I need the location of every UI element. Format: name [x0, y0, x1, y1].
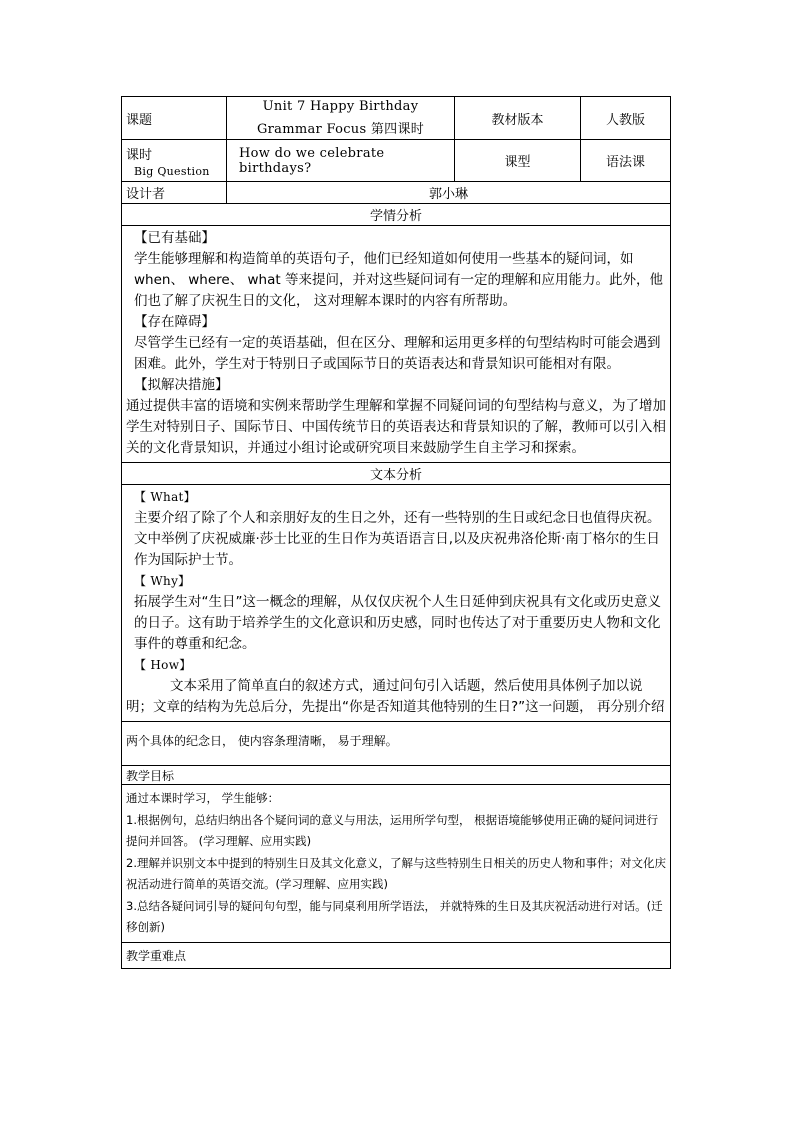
student-analysis-title: 学情分析 [122, 204, 671, 226]
text-analysis-title-row [122, 463, 671, 485]
key-points-row [122, 942, 671, 968]
designer-row [122, 182, 671, 204]
objectives-intro: 通过本课时学习， 学生能够： [126, 791, 280, 805]
student-analysis-content [122, 226, 671, 463]
period-row [122, 140, 671, 182]
student-analysis-title-row [122, 204, 671, 226]
topic-line2: Grammar Focus 第四课时 [256, 122, 425, 137]
lesson-plan-table [121, 96, 671, 969]
what-heading: 【 What】 [134, 490, 196, 504]
objectives-row [122, 785, 671, 943]
period-label: 课时 [126, 147, 153, 163]
solution-heading: 【拟解决措施】 [134, 377, 229, 393]
topic-value [227, 97, 455, 140]
objective-item-1: 1.根据例句，总结归纳出各个疑问词的意义与用法，运用所学句型， 根据语境能够使用正确的疑问词进行提问并回答。 (学习理解、应用实践) [126, 812, 659, 848]
how-heading: 【 How】 [134, 658, 192, 672]
how-continued-text: 两个具体的纪念日， 使内容条理清晰， 易于理解。 [122, 722, 671, 766]
edition-label: 教材版本 [455, 97, 581, 140]
what-text: 主要介绍了除了个人和亲朋好友的生日之外，还有一些特别的生日或纪念日也值得庆祝。文中举例了庆祝威廉·莎士比亚的生日作为英语语言日,以及庆祝弗洛伦斯·南丁格尔的生日作为国际护士节。 [134, 510, 661, 568]
obstacle-text: 尽管学生已经有一定的英语基础，但在区分、理解和运用更多样的句型结构时可能会遇到困难。此外，学生对于特别日子或国际节日的英语表达和背景知识可能相对有限。 [134, 335, 661, 372]
solution-text: 通过提供丰富的语境和实例来帮助学生理解和掌握不同疑问词的句型结构与意义，为了增加学生对特别日子、国际节日、中国传统节日的英语表达和背景知识的了解，教师可以引入相关的文化背景知识，并通过小组讨论或研究项目来鼓励学生自主学习和探索。 [126, 398, 666, 456]
big-question-value: How do we celebrate birthdays? [227, 140, 455, 182]
objective-item-3: 3.总结各疑问词引导的疑问句句型，能与同桌利用所学语法， 并就特殊的生日及其庆祝活动进行对话。(迁移创新) [126, 898, 663, 934]
big-question-label: Big Question [134, 164, 210, 178]
edition-value: 人教版 [581, 97, 671, 140]
type-label: 课型 [455, 140, 581, 182]
text-analysis-row [122, 485, 671, 722]
text-analysis-content [122, 485, 671, 722]
type-value: 语法课 [581, 140, 671, 182]
period-cell [122, 140, 227, 182]
basis-text: 学生能够理解和构造简单的英语句子，他们已经知道如何使用一些基本的疑问词，如 when、 where、 what 等来提问，并对这些疑问词有一定的理解和应用能力。此外，他们也了解了庆祝生日的文化， 这对理解本课时的内容有所帮助。 [134, 251, 663, 309]
why-heading: 【 Why】 [134, 574, 191, 588]
topic-line1: Unit 7 Happy Birthday [262, 99, 419, 114]
text-analysis-title: 文本分析 [122, 463, 671, 485]
objectives-content [122, 785, 671, 943]
topic-label: 课题 [122, 97, 227, 140]
student-analysis-row [122, 226, 671, 463]
designer-label: 设计者 [122, 182, 227, 204]
designer-value: 郭小琳 [227, 182, 671, 204]
key-points-title: 教学重难点 [122, 942, 671, 968]
why-text: 拓展学生对“生日”这一概念的理解，从仅仅庆祝个人生日延伸到庆祝具有文化或历史意义的日子。这有助于培养学生的文化意识和历史感，同时也传达了对于重要历史人物和文化事件的尊重和纪念。 [134, 594, 661, 652]
objectives-title-row [122, 766, 671, 785]
basis-heading: 【已有基础】 [134, 230, 215, 246]
how-continued-row [122, 722, 671, 766]
topic-row [122, 97, 671, 140]
objectives-title: 教学目标 [122, 766, 671, 785]
obstacle-heading: 【存在障碍】 [134, 314, 215, 330]
how-text: 文本采用了简单直白的叙述方式，通过问句引入话题，然后使用具体例子加以说明；文章的结构为先总后分，先提出“你是否知道其他特别的生日?”这一问题， 再分别介绍 [126, 678, 665, 715]
objective-item-2: 2.理解并识别文本中提到的特别生日及其文化意义，了解与这些特别生日相关的历史人物和事件；对文化庆祝活动进行简单的英语交流。(学习理解、应用实践) [126, 855, 666, 891]
